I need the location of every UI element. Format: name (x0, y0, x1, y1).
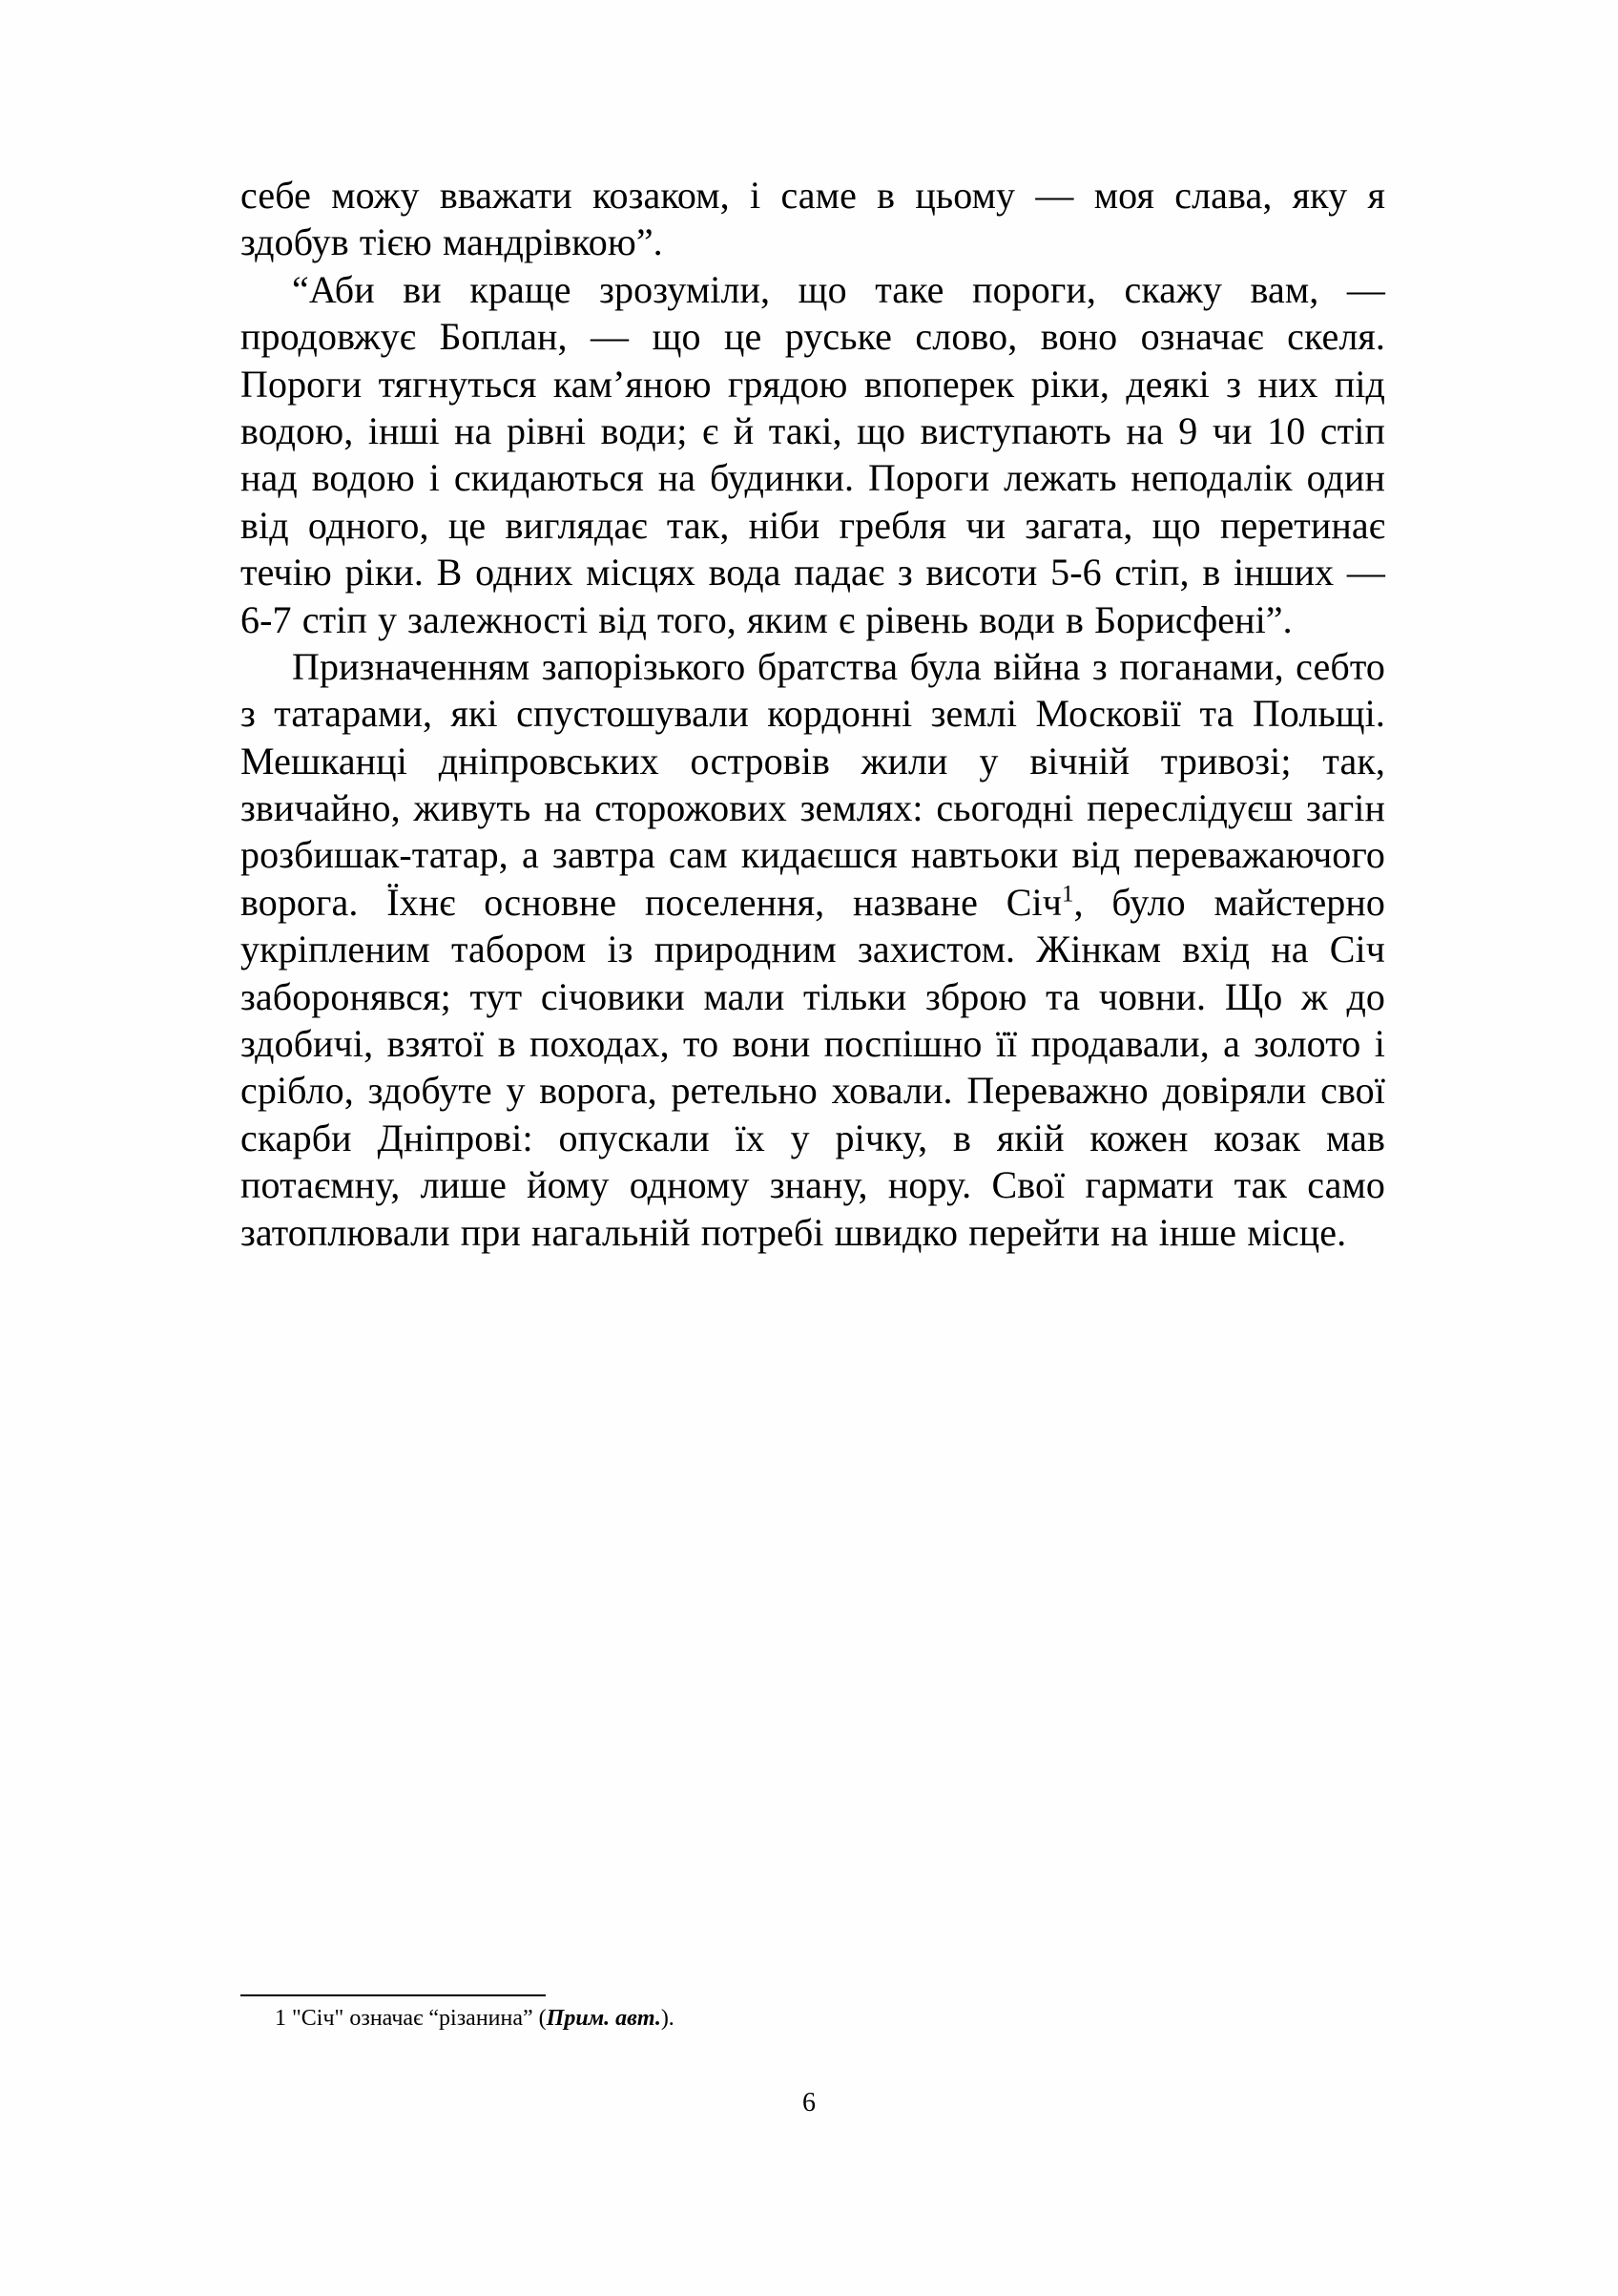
footnote-tail: ). (660, 2006, 674, 2031)
footnote-body: "Січ" означає “різанина” ( (292, 2006, 547, 2031)
paragraph-1: себе можу вважати козаком, і саме в цьому — моя слава, яку я здобув тією мандрівкою”. (240, 174, 1385, 264)
paragraph-2: “Аби ви краще зрозуміли, що таке пороги, скажу вам, — продовжує Боплан, — що це руське слово, воно означає скеля. Пороги тягнуться кам’яною грядою впоперек ріки, деякі з них під водою, інші на рівні води; є й такі, що виступають на 9 чи 10 стіп над водою і скидаються на будинки. Пороги лежать неподалік один від одного, це виглядає так, ніби гребля чи загата, що перетинає течію ріки. В одних місцях вода падає з висоти 5-6 стіп, в інших — 6-7 стіп у залежності від того, яким є рівень води в Борисфені”. (240, 267, 1385, 641)
footnote-text (240, 2004, 1385, 2033)
footnote-attribution: Прим. авт. (546, 2006, 661, 2031)
footnote-reference-marker[interactable]: 1 (1061, 881, 1074, 908)
paragraph-3 (240, 643, 1385, 1256)
text-column (240, 172, 1385, 1256)
footnote-area (240, 1994, 1385, 2033)
paragraph-3-part-a: Призначенням запорізького братства була війна з поганами, себто з татарами, які спустошували кордонні землі Московії та Польщі. Мешканці дніпровських островів жили у вічній тривозі; так, звичайно, живуть на сторожових землях: сьогодні переслідуєш загін розбишак-татар, а завтра сам кидаєшся навтьоки від переважаючого ворога. Їхнє основне поселення, назване Січ (240, 644, 1385, 924)
page-number: 6 (802, 2088, 816, 2118)
paragraph-3-part-b: , було майстерно укріпленим табором із природним захистом. Жінкам вхід на Січ заборонявся; тут січовики мали тільки зброю та човни. Що ж до здобичі, взятої в походах, то вони поспішно її продавали, а золото і срібло, здобуте у ворога, ретельно ховали. Переважно довіряли свої скарби Дніпрові: опускали їх у річку, в якій кожен козак мав потаємну, лише йому одному знану, нору. Свої гармати так само затоплювали при нагальній потребі швидко перейти на інше місце. (240, 880, 1385, 1254)
footnote-number: 1 (275, 2006, 286, 2031)
footnote-divider (240, 1994, 546, 1996)
